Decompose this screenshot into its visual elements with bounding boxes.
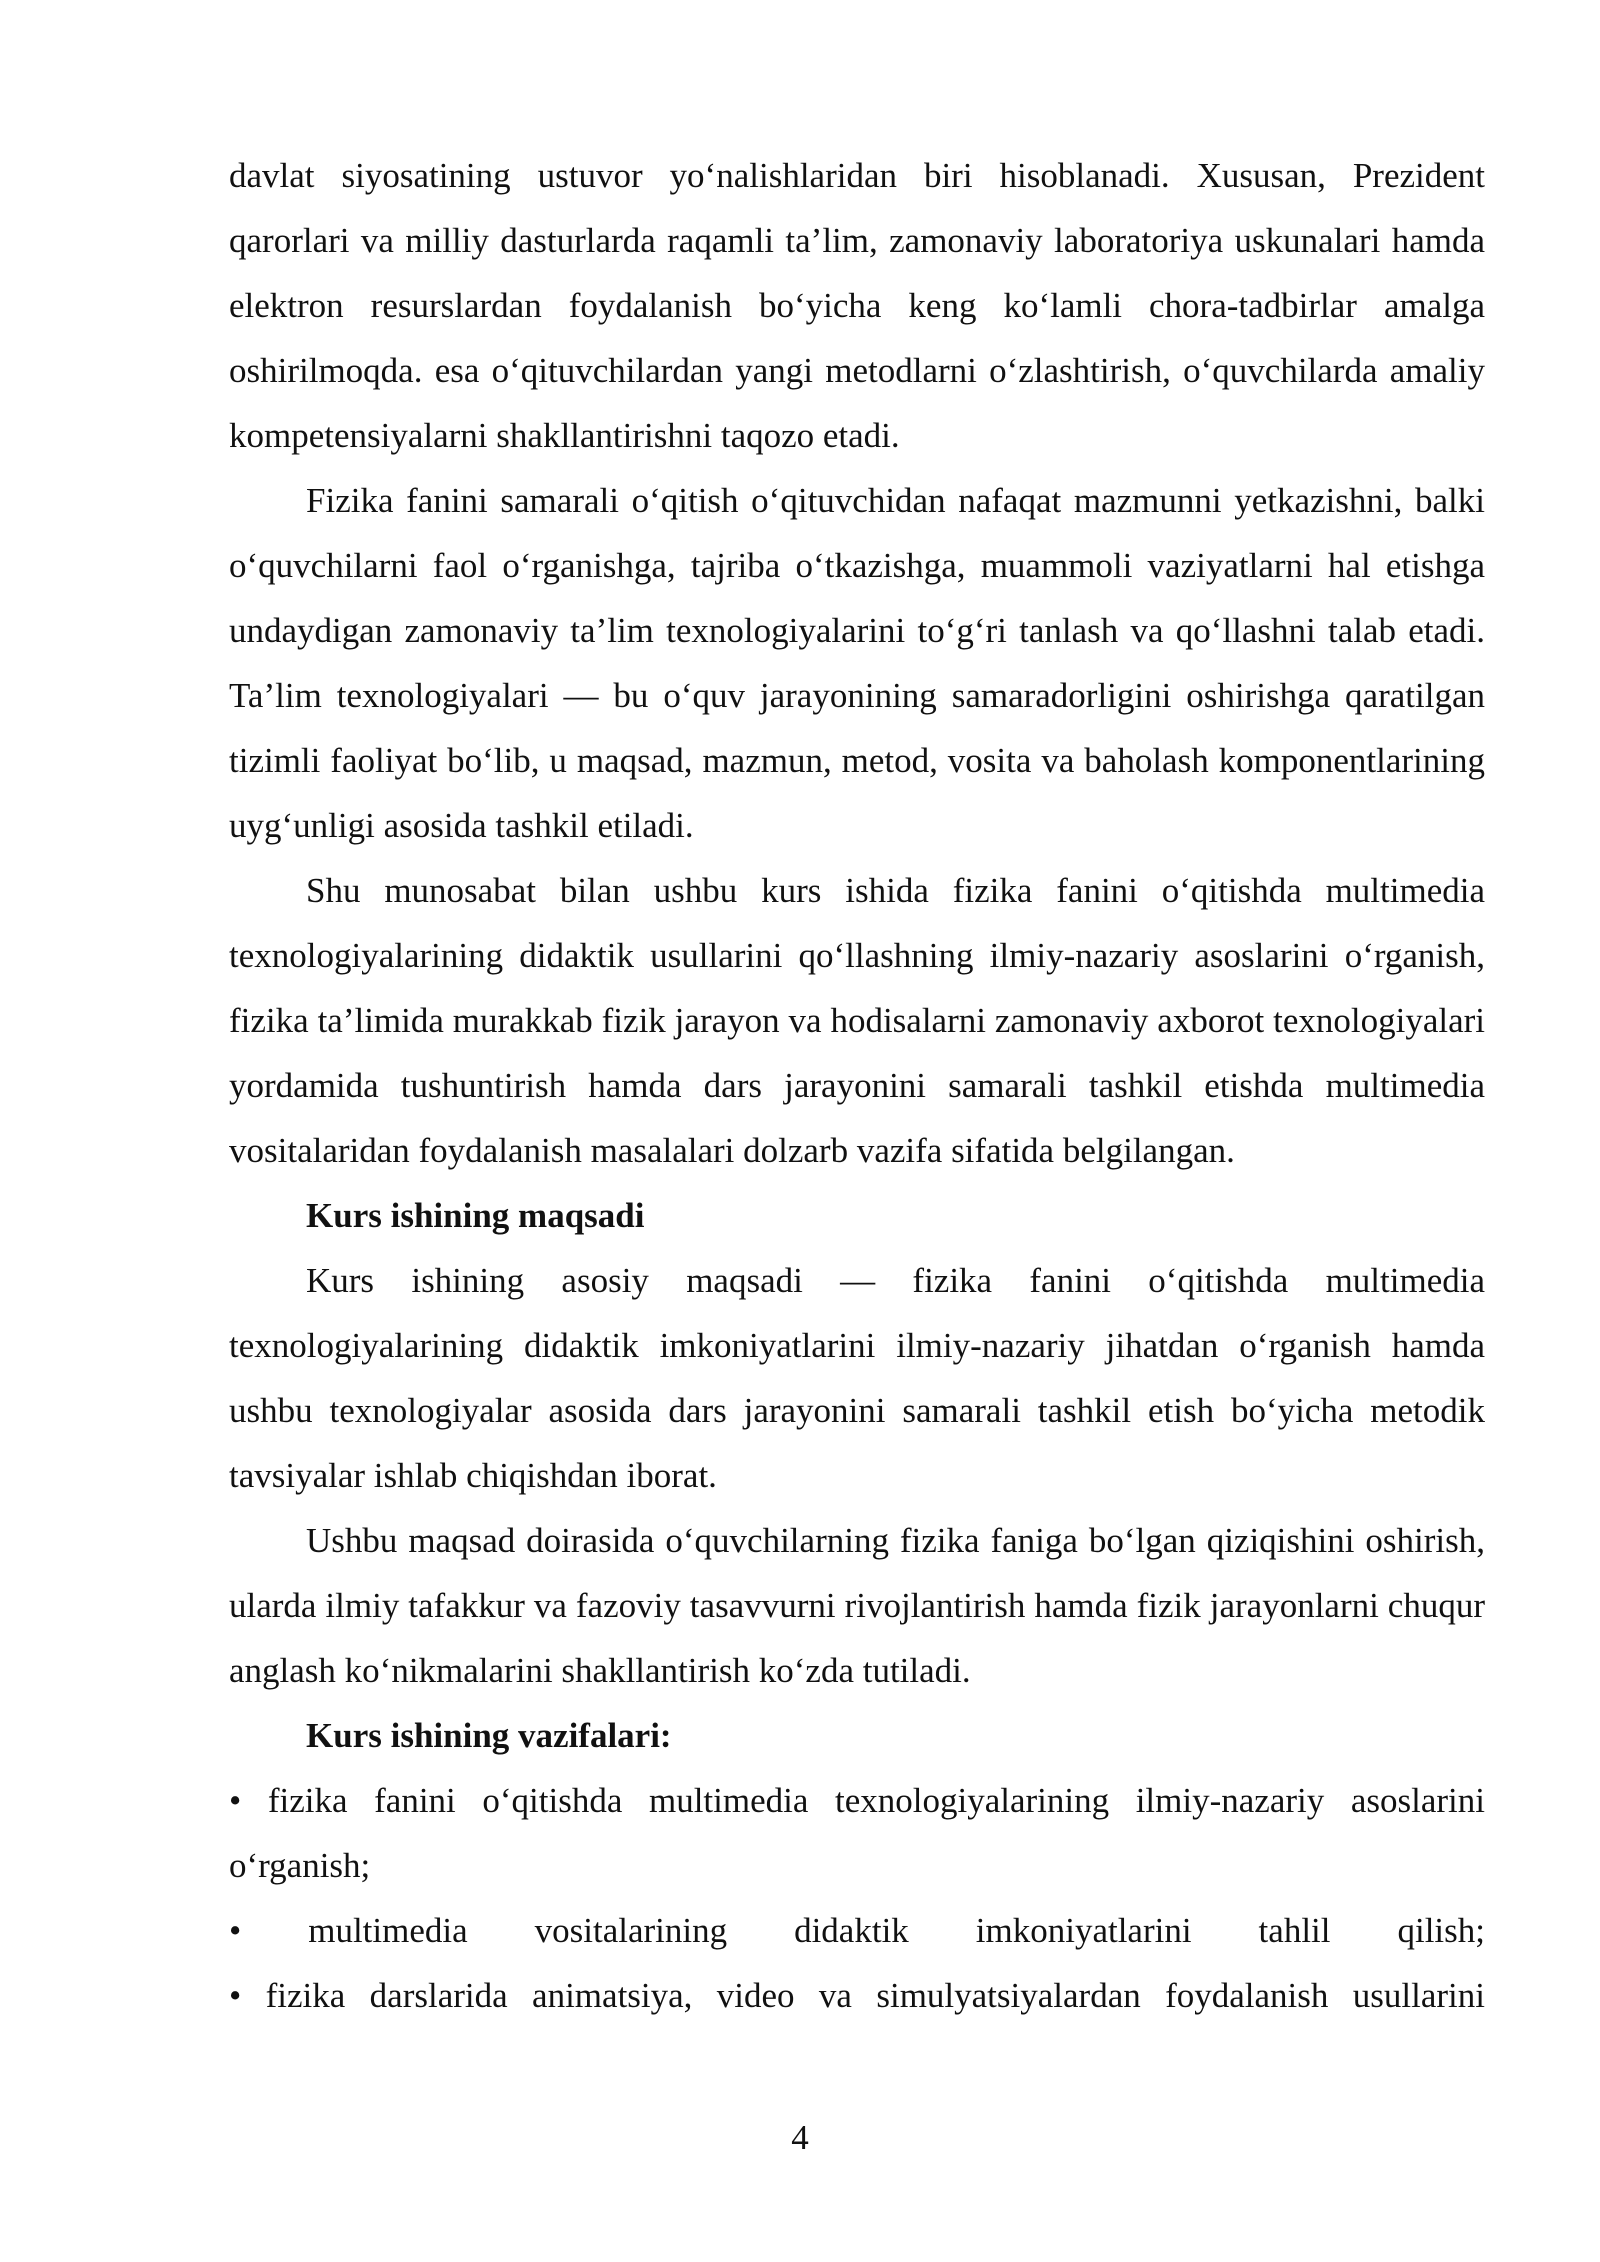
paragraph-physics-teaching: Fizika fanini samarali o‘qitish o‘qituvchidan nafaqat mazmunni yetkazishni, balki o‘quvchilarni faol o‘rganishga, tajriba o‘tkazishga, muammoli vaziyatlarni hal etishga undaydigan zamonaviy ta’lim texnologiyalarini to‘g‘ri tanlash va qo‘llashni talab etadi. Ta’lim texnologiyalari — bu o‘quv jarayonining samaradorligini oshirishga qaratilgan tizimli faoliyat bo‘lib, u maqsad, mazmun, metod, vosita va baholash komponentlarining uyg‘unligi asosida tashkil etiladi. — [229, 481, 1485, 845]
heading-course-goal: Kurs ishining maqsadi — [306, 1196, 645, 1235]
paragraph-goal-scope: Ushbu maqsad doirasida o‘quvchilarning fizika faniga bo‘lgan qiziqishini oshirish, ularda ilmiy tafakkur va fazoviy tasavvurni rivojlantirish hamda fizik jarayonlarni chuqur anglash ko‘nikmalarini shakllantirish ko‘zda tutiladi. — [229, 1521, 1485, 1690]
heading-course-tasks: Kurs ishining vazifalari: — [306, 1716, 672, 1755]
document-page — [229, 143, 1485, 2028]
page-number: 4 — [791, 2118, 809, 2157]
task-item: • fizika fanini o‘qitishda multimedia texnologiyalarining ilmiy-nazariy asoslarini o‘rganish; — [229, 1781, 1485, 1885]
paragraph-relevance: Shu munosabat bilan ushbu kurs ishida fizika fanini o‘qitishda multimedia texnologiyalarining didaktik usullarini qo‘llashning ilmiy-nazariy asoslarini o‘rganish, fizika ta’limida murakkab fizik jarayon va hodisalarni zamonaviy axborot texnologiyalari yordamida tushuntirish hamda dars jarayonini samarali tashkil etishda multimedia vositalaridan foydalanish masalalari dolzarb vazifa sifatida belgilangan. — [229, 871, 1485, 1170]
paragraph-main-goal: Kurs ishining asosiy maqsadi — fizika fanini o‘qitishda multimedia texnologiyalarining didaktik imkoniyatlarini ilmiy-nazariy jihatdan o‘rganish hamda ushbu texnologiyalar asosida dars jarayonini samarali tashkil etish bo‘yicha metodik tavsiyalar ishlab chiqishdan iborat. — [229, 1261, 1485, 1495]
task-item: • multimedia vositalarining didaktik imkoniyatlarini tahlil qilish; — [229, 1911, 1485, 1950]
paragraph-state-policy: davlat siyosatining ustuvor yo‘nalishlaridan biri hisoblanadi. Xususan, Prezident qarorlari va milliy dasturlarda raqamli ta’lim, zamonaviy laboratoriya uskunalari hamda elektron resurslardan foydalanish bo‘yicha keng ko‘lamli chora-tadbirlar amalga oshirilmoqda. esa o‘qituvchilardan yangi metodlarni o‘zlashtirish, o‘quvchilarda amaliy kompetensiyalarni shakllantirishni taqozo etadi. — [229, 156, 1485, 455]
task-item: • fizika darslarida animatsiya, video va simulyatsiyalardan foydalanish usullarini — [229, 1976, 1485, 2015]
